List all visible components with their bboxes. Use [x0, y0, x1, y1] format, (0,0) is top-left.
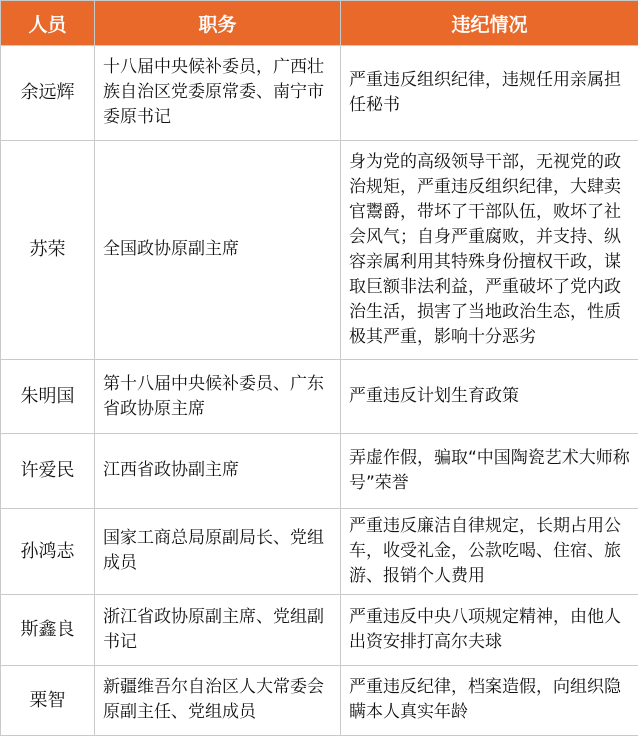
position-cell: 浙江省政协原副主席、党组副书记 [95, 595, 341, 665]
position-cell: 国家工商总局原副局长、党组成员 [95, 508, 341, 595]
position-cell: 江西省政协副主席 [95, 434, 341, 508]
table-row [1, 359, 638, 433]
violation-cell: 弄虚作假，骗取“中国陶瓷艺术大师称号”荣誉 [341, 434, 638, 508]
violation-cell: 身为党的高级领导干部，无视党的政治规矩，严重违反组织纪律，大肆卖官鬻爵，带坏了干部队伍，败坏了社会风气；自身严重腐败，并支持、纵容亲属利用其特殊身份擅权干政，谋取巨额非法利益，严重破坏了党内政治生活，损害了当地政治生态，性质极其严重，影响十分恶劣 [341, 140, 638, 359]
table-row [1, 140, 638, 359]
table-row [1, 434, 638, 508]
person-name: 孙鸿志 [1, 508, 95, 595]
header-position: 职务 [95, 1, 341, 46]
violation-cell: 严重违反组织纪律，违规任用亲属担任秘书 [341, 46, 638, 141]
table-row [1, 595, 638, 665]
violation-cell: 严重违反中央八项规定精神，由他人出资安排打高尔夫球 [341, 595, 638, 665]
person-name: 余远辉 [1, 46, 95, 141]
person-name: 苏荣 [1, 140, 95, 359]
person-name: 栗智 [1, 665, 95, 735]
position-cell: 十八届中央候补委员，广西壮族自治区党委原常委、南宁市委原书记 [95, 46, 341, 141]
person-name: 朱明国 [1, 359, 95, 433]
position-cell: 全国政协原副主席 [95, 140, 341, 359]
violation-cell: 严重违反纪律，档案造假，向组织隐瞒本人真实年龄 [341, 665, 638, 735]
header-person: 人员 [1, 1, 95, 46]
person-name: 斯鑫良 [1, 595, 95, 665]
table-row [1, 46, 638, 141]
violation-cell: 严重违反廉洁自律规定，长期占用公车，收受礼金，公款吃喝、住宿、旅游、报销个人费用 [341, 508, 638, 595]
table-row [1, 508, 638, 595]
violation-cell: 严重违反计划生育政策 [341, 359, 638, 433]
position-cell: 新疆维吾尔自治区人大常委会原副主任、党组成员 [95, 665, 341, 735]
table-row [1, 665, 638, 735]
header-row [1, 1, 638, 46]
header-violation: 违纪情况 [341, 1, 638, 46]
person-name: 许爱民 [1, 434, 95, 508]
position-cell: 第十八届中央候补委员、广东省政协原主席 [95, 359, 341, 433]
